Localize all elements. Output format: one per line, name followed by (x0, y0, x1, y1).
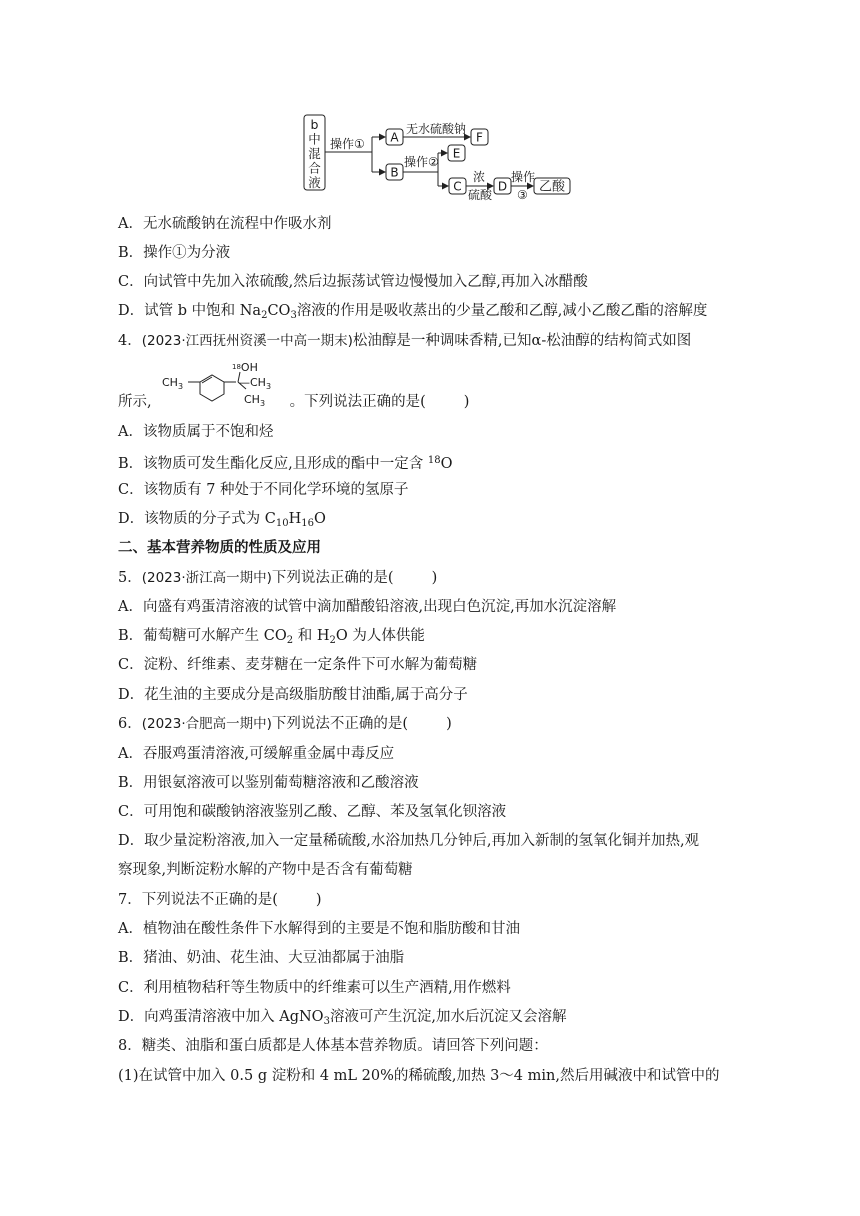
q4-stem-line2: 所示, 。下列说法正确的是( ) (118, 394, 470, 410)
q8-stem: 8．糖类、油脂和蛋白质都是人体基本营养物质。请回答下列问题： (118, 1038, 548, 1054)
struct-oh: 18OH (232, 362, 258, 374)
q7-option-c: C．利用植物秸秆等生物质中的纤维素可以生产酒精,用作燃料 (118, 980, 511, 996)
q7-option-a: A．植物油在酸性条件下水解得到的主要是不饱和脂肪酸和甘油 (118, 921, 520, 937)
q6-option-a: A．吞服鸡蛋清溶液,可缓解重金属中毒反应 (118, 746, 395, 762)
op3-label-a: 操作 (511, 170, 536, 184)
q6-option-b: B．用银氨溶液可以鉴别葡萄糖溶液和乙酸溶液 (118, 775, 419, 791)
node-f-label: F (476, 130, 483, 145)
struct-right-ch: $—CH_3$ (239, 376, 272, 391)
q5-option-a: A．向盛有鸡蛋清溶液的试管中滴加醋酸铅溶液,出现白色沉淀,再加水沉淀溶解 (118, 599, 617, 615)
product-label: 乙酸 (538, 179, 566, 195)
node-e-label: E (452, 146, 461, 161)
q7-option-d: D．向鸡蛋清溶液中加入 AgNO$_3$溶液可产生沉淀,加水后沉淀又会溶解 (118, 1009, 567, 1027)
q5-stem: 5．(2023·浙江高一期中)下列说法正确的是( ) (118, 570, 438, 586)
section-heading: 二、基本营养物质的性质及应用 (118, 540, 321, 556)
q3-option-d: D．试管 b 中饱和 $Na_2CO_3$溶液的作用是吸收蒸出的少量乙酸和乙醇,减小乙酸乙酯的溶解度 (118, 303, 708, 321)
q4-option-a: A．该物质属于不饱和烃 (118, 424, 274, 440)
q5-option-b: B．葡萄糖可水解产生 $CO_2$ 和 $H_2O$ 为人体供能 (118, 628, 425, 646)
q7-stem: 7．下列说法不正确的是( ) (118, 892, 322, 908)
q4-stem: 4．(2023·江西抚州资溪一中高一期末)松油醇是一种调味香精,已知α-松油醇的结构简式如图 (118, 333, 692, 349)
op2-label: 操作② (404, 155, 439, 169)
struct-bottom-ch: $CH_3$ (244, 393, 266, 408)
q5-option-d: D．花生油的主要成分是高级脂肪酸甘油酯,属于高分子 (118, 687, 468, 703)
reagent-a-label: 无水硫酸钠 (406, 122, 467, 136)
q3-option-a: A．无水硫酸钠在流程中作吸水剂 (118, 216, 332, 232)
q6-stem: 6．(2023·合肥高一期中)下列说法不正确的是( ) (118, 716, 452, 732)
op3-label-b: ③ (517, 188, 528, 202)
reagent-c-label-b: 硫酸 (468, 188, 493, 202)
q4-option-d: D．该物质的分子式为 $C_{10}H_{16}O$ (118, 511, 326, 529)
q4-option-b: B．该物质可发生酯化反应,且形成的酯中一定含 $^{18}$O (118, 455, 453, 472)
q6-option-d-line2: 察现象,判断淀粉水解的产物中是否含有葡萄糖 (118, 862, 413, 878)
q5-option-c: C．淀粉、纤维素、麦芽糖在一定条件下可水解为葡萄糖 (118, 657, 478, 673)
struct-left-ch: $CH_3$ (162, 376, 184, 391)
q6-option-d-line1: D．取少量淀粉溶液,加入一定量稀硫酸,水浴加热几分钟后,再加入新制的氢氧化铜并加热,观 (118, 833, 700, 849)
node-d-label: D (497, 179, 508, 194)
node-a-label: A (390, 130, 399, 145)
reagent-c-label-a: 浓 (473, 170, 486, 184)
q6-option-c: C．可用饱和碳酸钠溶液鉴别乙酸、乙醇、苯及氢氧化钡溶液 (118, 804, 507, 820)
q4-option-c: C．该物质有 7 种处于不同化学环境的氢原子 (118, 482, 409, 498)
node-c-label: C (453, 179, 462, 194)
q3-option-c: C．向试管中先加入浓硫酸,然后边振荡试管边慢慢加入乙醇,再加入冰醋酸 (118, 274, 588, 290)
start-label: b 中混合液 (308, 117, 321, 190)
q3-option-b: B．操作①为分液 (118, 245, 231, 261)
op1-label: 操作① (330, 137, 365, 151)
q8-part1: (1)在试管中加入 0.5 g 淀粉和 4 mL 20%的稀硫酸,加热 3～4 min,然后用碱液中和试管中的 (118, 1068, 720, 1084)
separation-flowchart (0, 0, 860, 210)
q7-option-b: B．猪油、奶油、花生油、大豆油都属于油脂 (118, 950, 405, 966)
node-b-label: B (390, 165, 399, 180)
